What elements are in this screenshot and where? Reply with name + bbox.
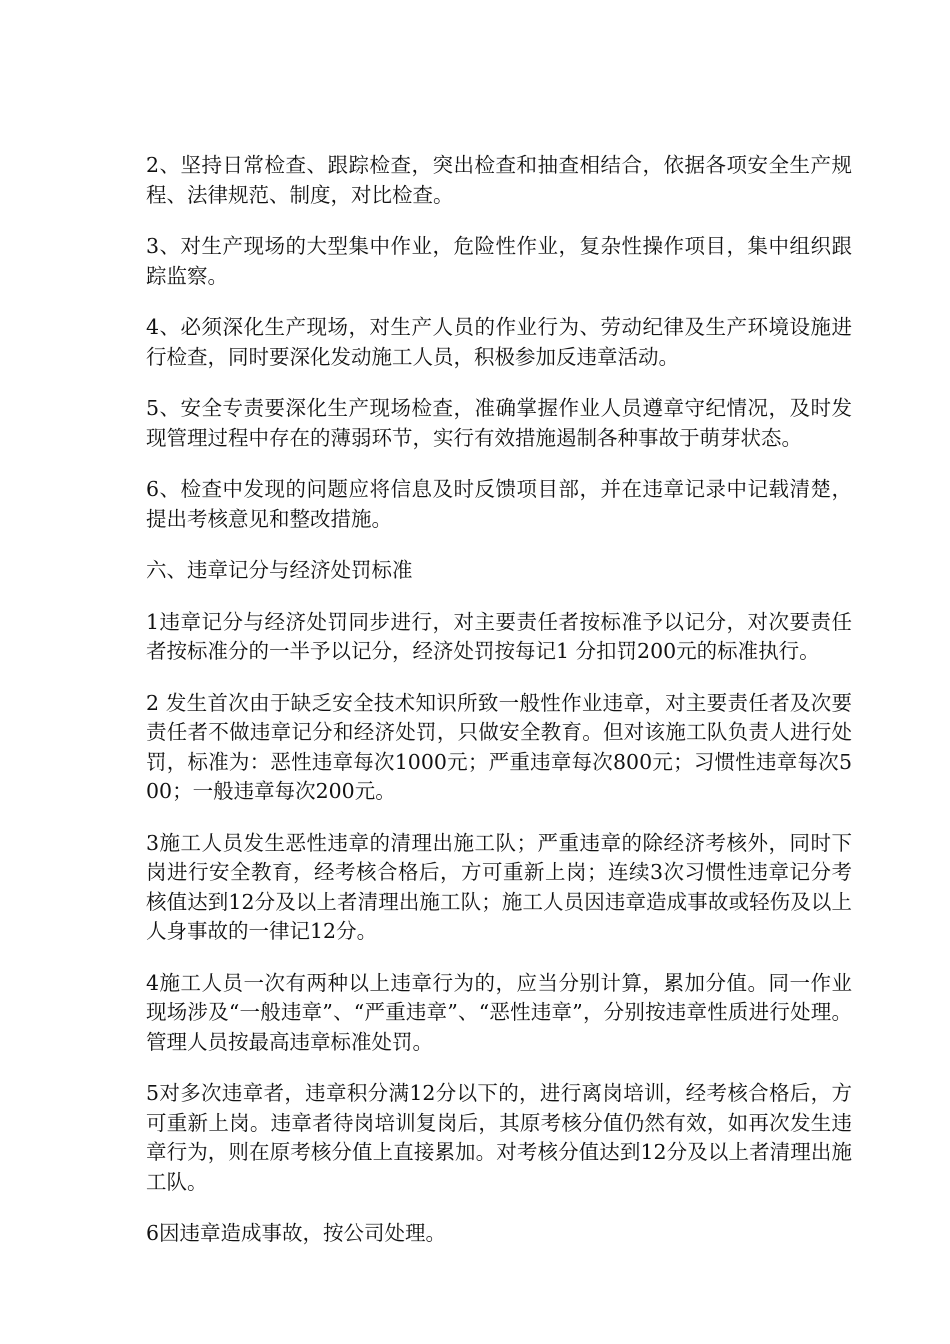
rule-paragraph-1: 1违章记分与经济处罚同步进行，对主要责任者按标准予以记分，对次要责任者按标准分的一半予以记分，经济处罚按每记1 分扣罚200元的标准执行。 (146, 609, 852, 663)
rule-paragraph-4: 4施工人员一次有两种以上违章行为的，应当分别计算，累加分值。同一作业现场涉及“一般违章”、“严重违章”、“恶性违章”，分别按违章性质进行处理。管理人员按最高违章标准处罚。 (146, 970, 852, 1054)
document-body (146, 151, 852, 1271)
rule-paragraph-5: 5对多次违章者，违章积分满12分以下的，进行离岗培训，经考核合格后，方可重新上岗。违章者待岗培训复岗后，其原考核分值仍然有效，如再次发生违章行为，则在原考核分值上直接累加。对考核分值达到12分及以上者清理出施工队。 (146, 1081, 852, 1194)
paragraph-inspection-6: 6、检查中发现的问题应将信息及时反馈项目部，并在违章记录中记载清楚，提出考核意见和整改措施。 (146, 477, 852, 531)
paragraph-inspection-4: 4、必须深化生产现场，对生产人员的作业行为、劳动纪律及生产环境设施进行检查，同时要深化发动施工人员，积极参加反违章活动。 (146, 315, 852, 369)
rule-paragraph-3: 3施工人员发生恶性违章的清理出施工队；严重违章的除经济考核外，同时下岗进行安全教育，经考核合格后，方可重新上岗；连续3次习惯性违章记分考核值达到12分及以上者清理出施工队；施工人员因违章造成事故或轻伤及以上人身事故的一律记12分。 (146, 830, 852, 943)
rule-paragraph-6: 6因违章造成事故，按公司处理。 (146, 1221, 447, 1245)
rule-paragraph-2: 2 发生首次由于缺乏安全技术知识所致一般性作业违章，对主要责任者及次要责任者不做违章记分和经济处罚，只做安全教育。但对该施工队负责人进行处罚，标准为：恶性违章每次1000元；严重违章每次800元；习惯性违章每次500；一般违章每次200元。 (146, 690, 852, 803)
paragraph-inspection-5: 5、安全专责要深化生产现场检查，准确掌握作业人员遵章守纪情况，及时发现管理过程中存在的薄弱环节，实行有效措施遏制各种事故于萌芽状态。 (146, 396, 852, 450)
section-heading: 六、违章记分与经济处罚标准 (146, 558, 413, 582)
paragraph-inspection-3: 3、对生产现场的大型集中作业，危险性作业，复杂性操作项目，集中组织跟踪监察。 (146, 234, 852, 288)
paragraph-inspection-2: 2、坚持日常检查、跟踪检查，突出检查和抽查相结合，依据各项安全生产规程、法律规范、制度，对比检查。 (146, 153, 852, 207)
